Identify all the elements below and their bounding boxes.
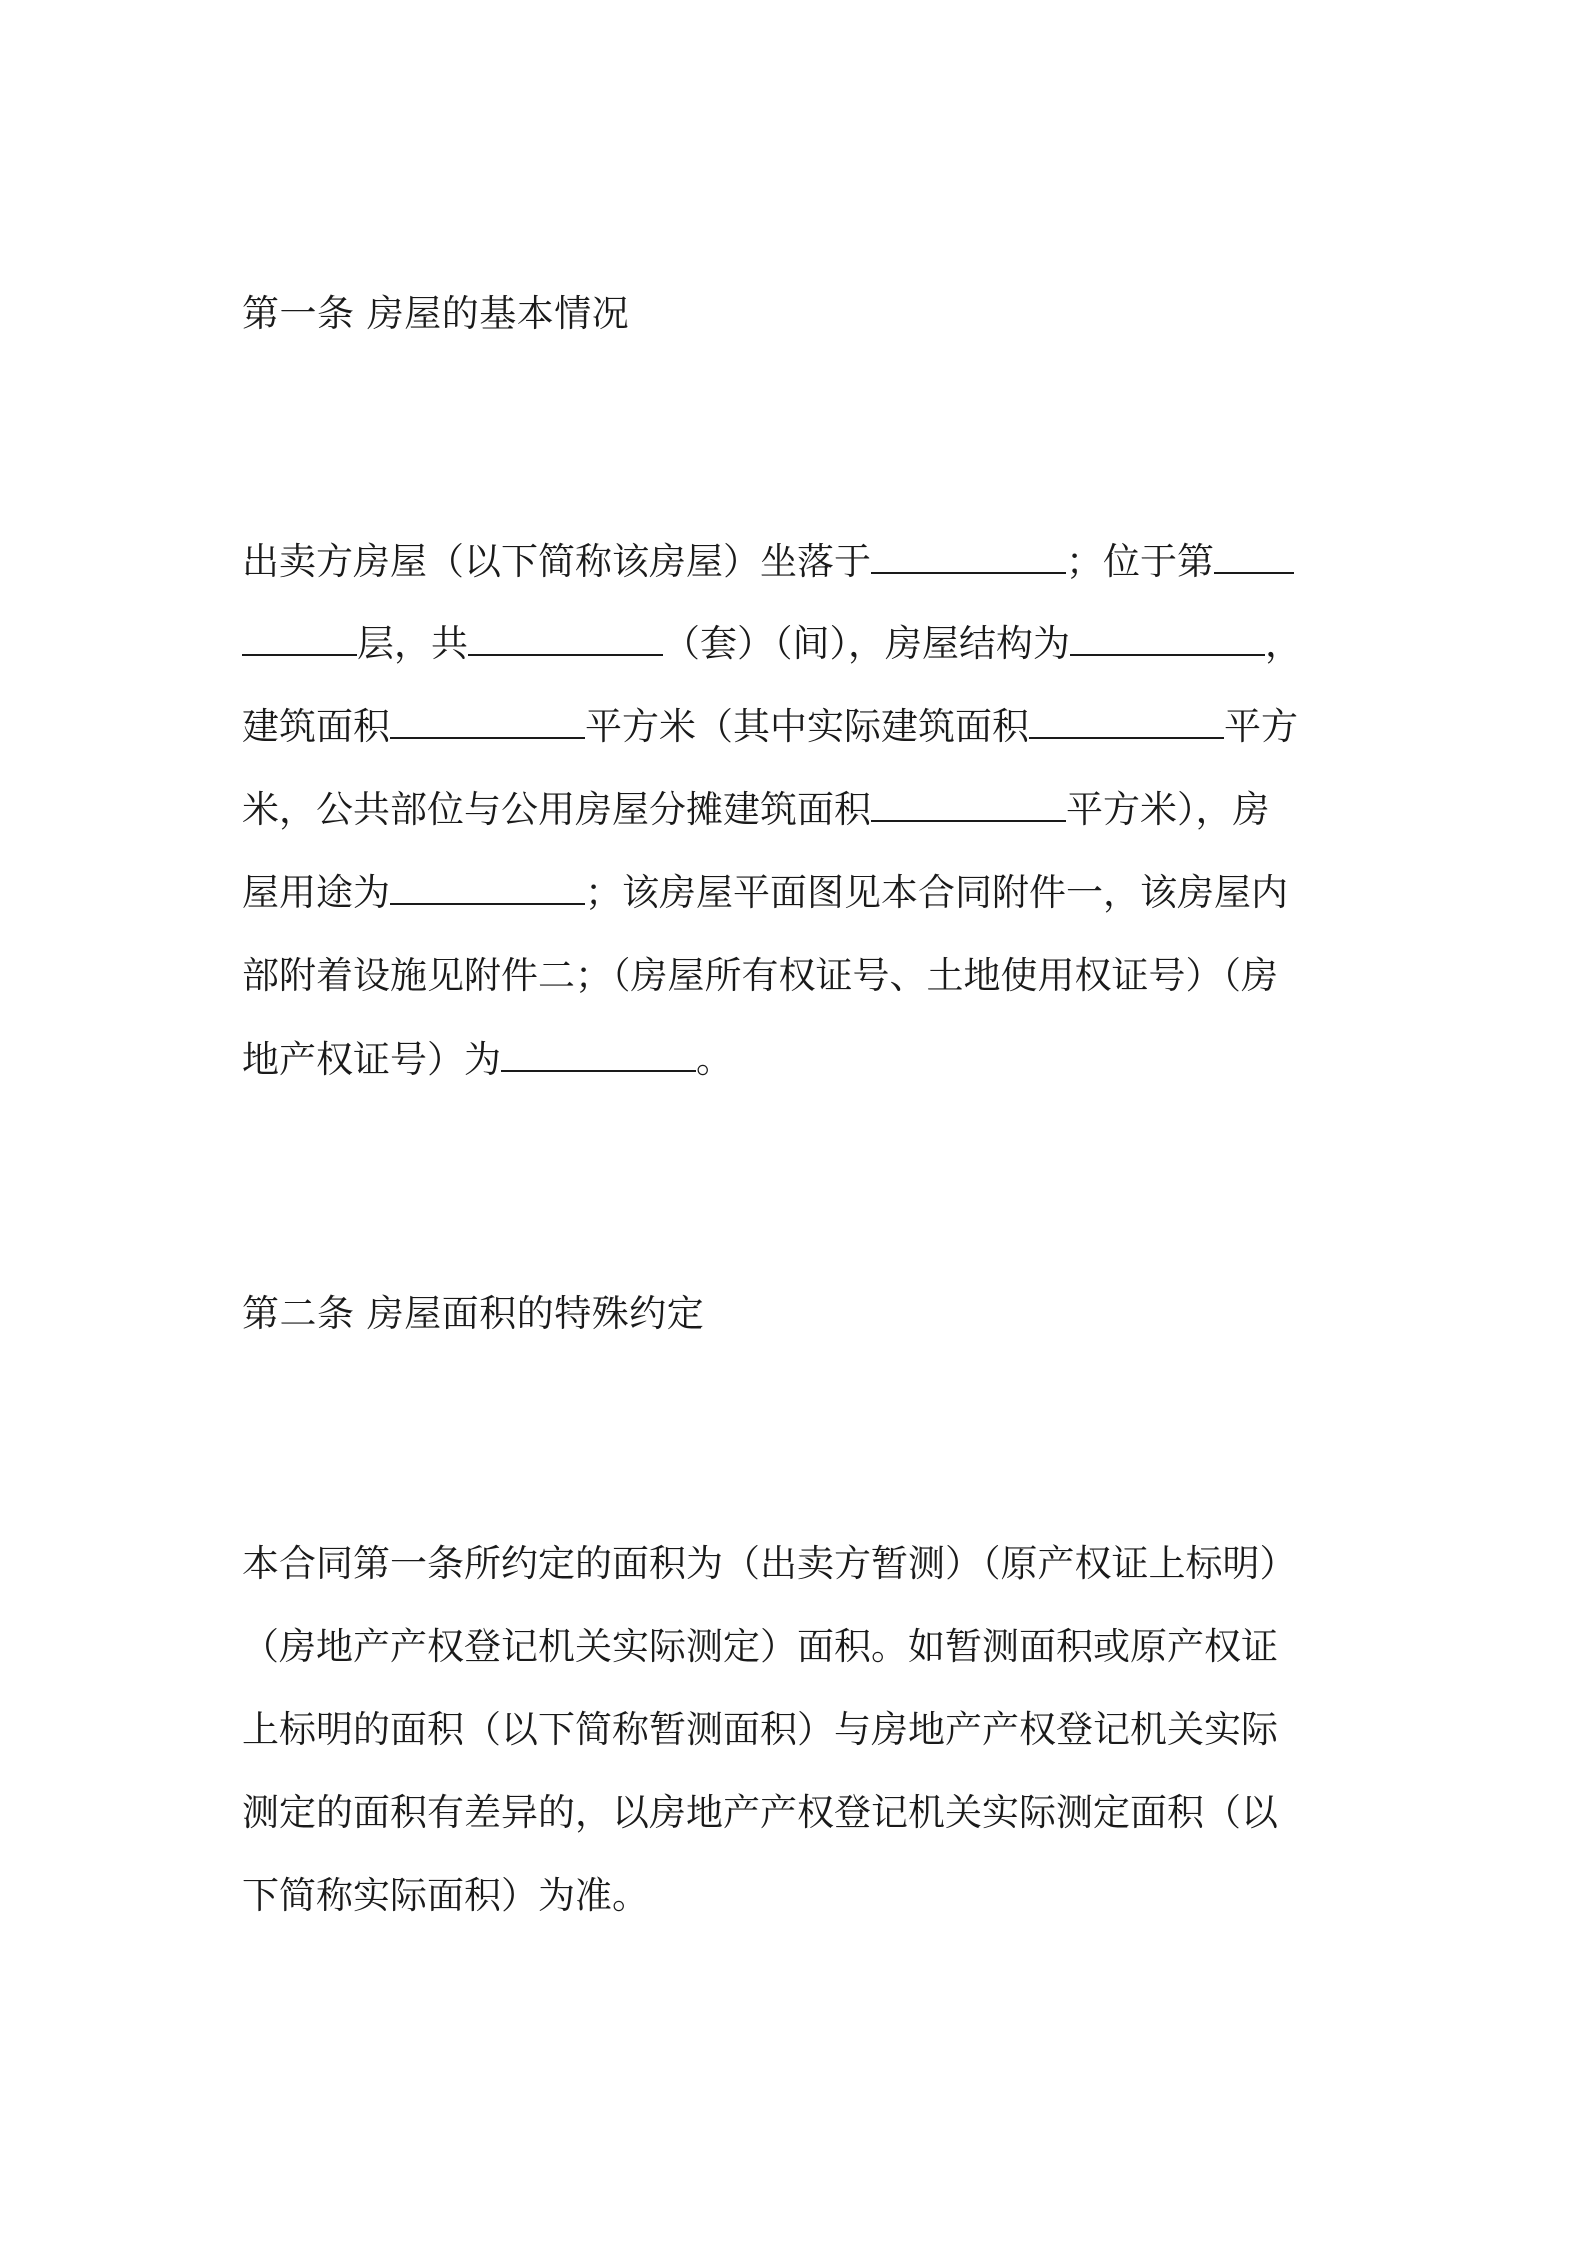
structure-blank bbox=[1070, 620, 1265, 656]
article-1-heading: 第一条 房屋的基本情况 bbox=[242, 292, 630, 335]
shared-area-blank bbox=[871, 786, 1066, 822]
article-2-line-1: 本合同第一条所约定的面积为（出卖方暂测）（原产权证上标明） bbox=[242, 1542, 1297, 1585]
certificate-number-blank bbox=[501, 1036, 696, 1072]
article-1-line-4: 米，公共部位与公用房屋分摊建筑面积 平方米），房 bbox=[242, 788, 1270, 831]
article-1-line-6: 部附着设施见附件二；（房屋所有权证号、土地使用权证号）（房 bbox=[242, 954, 1278, 997]
usage-blank bbox=[390, 869, 585, 905]
floor-blank-end bbox=[242, 620, 357, 656]
article-1-line-3: 建筑面积 平方米（其中实际建筑面积 平方 bbox=[242, 705, 1298, 748]
unit-count-blank bbox=[468, 620, 663, 656]
article-2-line-2: （房地产产权登记机关实际测定）面积。如暂测面积或原产权证 bbox=[242, 1625, 1278, 1668]
article-1-line-1: 出卖方房屋（以下简称该房屋）坐落于 ；位于第 bbox=[242, 538, 1294, 586]
actual-area-blank bbox=[1029, 703, 1224, 739]
article-2-line-4: 测定的面积有差异的，以房地产产权登记机关实际测定面积（以 bbox=[242, 1791, 1278, 1834]
building-area-blank bbox=[390, 703, 585, 739]
article-2-line-3: 上标明的面积（以下简称暂测面积）与房地产产权登记机关实际 bbox=[242, 1708, 1278, 1751]
article-1-line-5: 屋用途为 ；该房屋平面图见本合同附件一，该房屋内 bbox=[242, 871, 1288, 914]
article-1-line-2: 层，共 （套）（间），房屋结构为 ， bbox=[242, 620, 1302, 668]
article-2-line-5: 下简称实际面积）为准。 bbox=[242, 1874, 649, 1917]
article-2-heading: 第二条 房屋面积的特殊约定 bbox=[242, 1292, 705, 1335]
article-1-line-7: 地产权证号）为 。 bbox=[242, 1038, 733, 1081]
floor-blank-start bbox=[1214, 538, 1294, 574]
location-blank bbox=[871, 538, 1066, 574]
